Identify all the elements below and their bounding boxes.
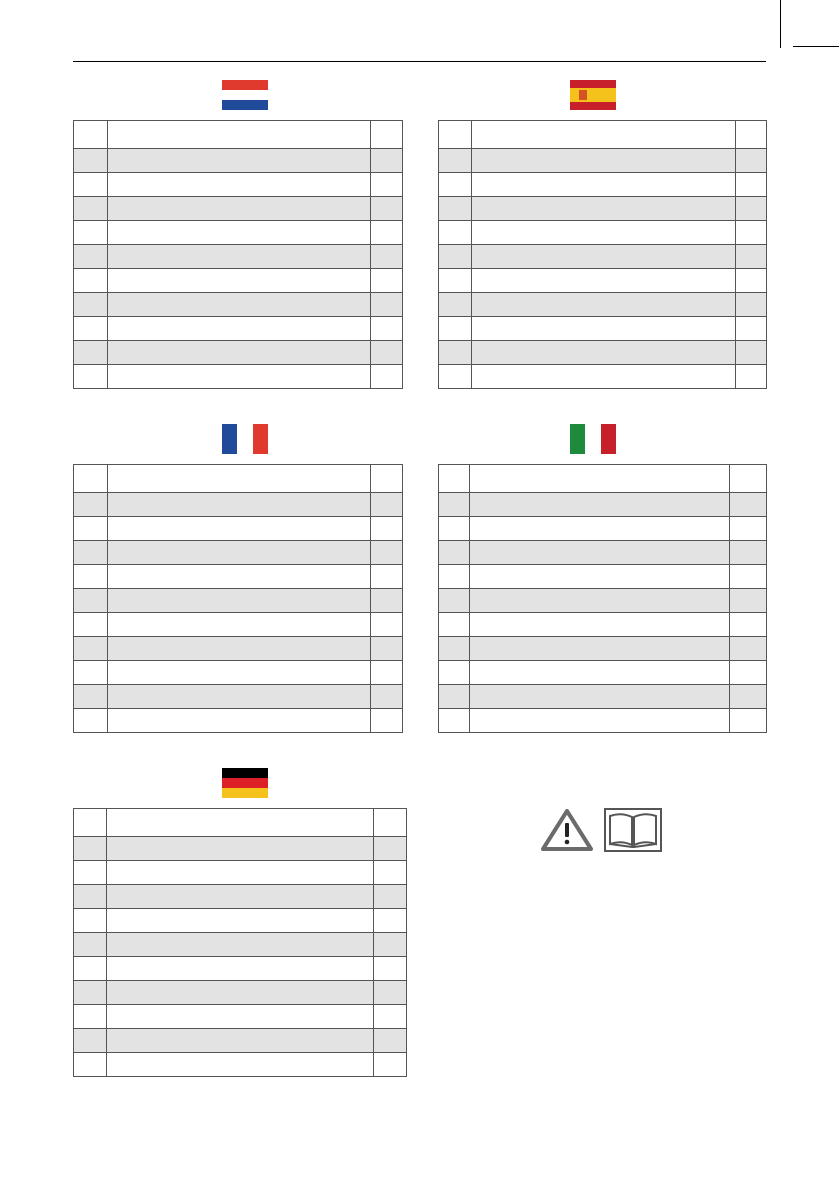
table-row xyxy=(74,465,403,493)
table-row xyxy=(439,541,767,565)
quantity-cell xyxy=(730,565,767,589)
number-cell xyxy=(74,121,108,149)
quantity-cell xyxy=(730,709,767,733)
number-cell xyxy=(439,637,470,661)
quantity-cell xyxy=(374,861,407,885)
number-cell xyxy=(439,685,470,709)
flag-italy-icon xyxy=(570,424,616,454)
quantity-cell xyxy=(371,317,403,341)
parts-table-fr xyxy=(73,464,403,733)
table-row xyxy=(439,221,767,245)
description-cell xyxy=(470,465,730,493)
number-cell xyxy=(74,1029,107,1053)
table-row xyxy=(74,909,407,933)
number-cell xyxy=(74,269,108,293)
quantity-cell xyxy=(736,293,767,317)
number-cell xyxy=(74,613,108,637)
quantity-cell xyxy=(374,981,407,1005)
quantity-cell xyxy=(374,1029,407,1053)
table-row xyxy=(439,365,767,389)
table-row xyxy=(74,221,403,245)
description-cell xyxy=(472,365,736,389)
table-row xyxy=(439,465,767,493)
quantity-cell xyxy=(374,957,407,981)
description-cell xyxy=(472,317,736,341)
number-cell xyxy=(74,517,108,541)
number-cell xyxy=(74,885,107,909)
number-cell xyxy=(74,981,107,1005)
number-cell xyxy=(74,837,107,861)
quantity-cell xyxy=(371,293,403,317)
description-cell xyxy=(108,245,371,269)
table-row xyxy=(74,957,407,981)
table-row xyxy=(74,1029,407,1053)
description-cell xyxy=(470,613,730,637)
quantity-cell xyxy=(374,809,407,837)
table-row xyxy=(74,341,403,365)
quantity-cell xyxy=(374,885,407,909)
description-cell xyxy=(470,637,730,661)
description-cell xyxy=(108,341,371,365)
number-cell xyxy=(74,685,108,709)
number-cell xyxy=(439,709,470,733)
quantity-cell xyxy=(371,221,403,245)
table-row xyxy=(74,493,403,517)
quantity-cell xyxy=(371,613,403,637)
quantity-cell xyxy=(374,1053,407,1077)
number-cell xyxy=(439,517,470,541)
number-cell xyxy=(74,341,108,365)
quantity-cell xyxy=(736,245,767,269)
flag-netherlands-icon xyxy=(222,80,268,110)
description-cell xyxy=(470,493,730,517)
quantity-cell xyxy=(374,837,407,861)
description-cell xyxy=(472,121,736,149)
description-cell xyxy=(108,197,371,221)
table-row xyxy=(439,589,767,613)
table-row xyxy=(74,197,403,221)
crop-mark-horizontal xyxy=(793,46,839,47)
quantity-cell xyxy=(371,709,403,733)
table-row xyxy=(74,565,403,589)
table-row xyxy=(74,933,407,957)
table-row xyxy=(74,809,407,837)
flag-france-icon xyxy=(222,424,268,454)
table-row xyxy=(74,837,407,861)
quantity-cell xyxy=(371,197,403,221)
table-row xyxy=(74,981,407,1005)
description-cell xyxy=(108,149,371,173)
quantity-cell xyxy=(374,909,407,933)
table-row xyxy=(74,885,407,909)
table-row xyxy=(74,613,403,637)
number-cell xyxy=(74,565,108,589)
number-cell xyxy=(74,245,108,269)
quantity-cell xyxy=(730,613,767,637)
description-cell xyxy=(470,541,730,565)
table-row xyxy=(74,173,403,197)
number-cell xyxy=(74,809,107,837)
number-cell xyxy=(74,197,108,221)
table-row xyxy=(74,365,403,389)
table-row xyxy=(439,613,767,637)
description-cell xyxy=(108,541,371,565)
number-cell xyxy=(439,613,470,637)
number-cell xyxy=(439,661,470,685)
number-cell xyxy=(74,933,107,957)
read-manual-book-icon xyxy=(604,808,662,857)
table-row xyxy=(74,1053,407,1077)
description-cell xyxy=(108,221,371,245)
number-cell xyxy=(74,317,108,341)
table-row xyxy=(439,173,767,197)
description-cell xyxy=(107,885,374,909)
table-row xyxy=(439,565,767,589)
number-cell xyxy=(439,149,472,173)
number-cell xyxy=(439,541,470,565)
quantity-cell xyxy=(736,269,767,293)
table-row xyxy=(439,197,767,221)
description-cell xyxy=(470,709,730,733)
number-cell xyxy=(74,637,108,661)
quantity-cell xyxy=(730,465,767,493)
number-cell xyxy=(439,317,472,341)
table-row xyxy=(439,493,767,517)
number-cell xyxy=(74,709,108,733)
table-row xyxy=(74,293,403,317)
quantity-cell xyxy=(736,149,767,173)
quantity-cell xyxy=(374,933,407,957)
table-row xyxy=(439,341,767,365)
number-cell xyxy=(439,493,470,517)
description-cell xyxy=(108,637,371,661)
number-cell xyxy=(74,957,107,981)
table-row xyxy=(439,317,767,341)
quantity-cell xyxy=(736,317,767,341)
quantity-cell xyxy=(371,517,403,541)
number-cell xyxy=(439,293,472,317)
description-cell xyxy=(108,269,371,293)
quantity-cell xyxy=(730,493,767,517)
description-cell xyxy=(470,565,730,589)
number-cell xyxy=(439,565,470,589)
table-row xyxy=(74,861,407,885)
quantity-cell xyxy=(730,685,767,709)
number-cell xyxy=(74,1053,107,1077)
description-cell xyxy=(107,861,374,885)
flag-spain-icon xyxy=(570,80,616,110)
description-cell xyxy=(108,365,371,389)
quantity-cell xyxy=(371,245,403,269)
description-cell xyxy=(472,341,736,365)
table-row xyxy=(439,293,767,317)
number-cell xyxy=(74,293,108,317)
description-cell xyxy=(108,685,371,709)
number-cell xyxy=(439,121,472,149)
description-cell xyxy=(472,293,736,317)
table-row xyxy=(74,317,403,341)
description-cell xyxy=(108,465,371,493)
description-cell xyxy=(108,121,371,149)
quantity-cell xyxy=(371,589,403,613)
number-cell xyxy=(74,493,108,517)
parts-table-es xyxy=(438,120,767,389)
description-cell xyxy=(470,589,730,613)
quantity-cell xyxy=(736,121,767,149)
number-cell xyxy=(439,245,472,269)
table-row xyxy=(439,121,767,149)
quantity-cell xyxy=(371,121,403,149)
table-row xyxy=(439,245,767,269)
header-rule xyxy=(73,61,766,62)
description-cell xyxy=(472,269,736,293)
number-cell xyxy=(74,661,108,685)
quantity-cell xyxy=(371,541,403,565)
number-cell xyxy=(439,269,472,293)
description-cell xyxy=(108,709,371,733)
quantity-cell xyxy=(371,173,403,197)
number-cell xyxy=(74,173,108,197)
number-cell xyxy=(74,1005,107,1029)
table-row xyxy=(74,517,403,541)
table-row xyxy=(439,661,767,685)
description-cell xyxy=(107,1029,374,1053)
description-cell xyxy=(472,197,736,221)
description-cell xyxy=(107,1053,374,1077)
quantity-cell xyxy=(371,493,403,517)
description-cell xyxy=(472,221,736,245)
description-cell xyxy=(108,565,371,589)
number-cell xyxy=(439,365,472,389)
number-cell xyxy=(439,221,472,245)
quantity-cell xyxy=(736,365,767,389)
number-cell xyxy=(439,173,472,197)
table-row xyxy=(439,269,767,293)
table-row xyxy=(74,269,403,293)
quantity-cell xyxy=(730,589,767,613)
description-cell xyxy=(108,589,371,613)
quantity-cell xyxy=(730,637,767,661)
description-cell xyxy=(470,661,730,685)
table-row xyxy=(74,541,403,565)
description-cell xyxy=(472,149,736,173)
parts-table-de xyxy=(73,808,407,1077)
table-row xyxy=(74,637,403,661)
description-cell xyxy=(107,981,374,1005)
number-cell xyxy=(439,465,470,493)
description-cell xyxy=(108,613,371,637)
quantity-cell xyxy=(371,565,403,589)
description-cell xyxy=(108,493,371,517)
quantity-cell xyxy=(374,1005,407,1029)
table-row xyxy=(74,149,403,173)
quantity-cell xyxy=(730,661,767,685)
quantity-cell xyxy=(736,173,767,197)
quantity-cell xyxy=(736,197,767,221)
description-cell xyxy=(470,685,730,709)
table-row xyxy=(74,589,403,613)
description-cell xyxy=(472,173,736,197)
table-row xyxy=(74,121,403,149)
table-row xyxy=(439,517,767,541)
number-cell xyxy=(74,221,108,245)
description-cell xyxy=(108,661,371,685)
number-cell xyxy=(74,541,108,565)
crop-mark-vertical xyxy=(780,0,781,48)
warning-triangle-icon xyxy=(540,808,594,857)
table-row xyxy=(74,661,403,685)
description-cell xyxy=(107,957,374,981)
table-row xyxy=(439,709,767,733)
description-cell xyxy=(108,317,371,341)
description-cell xyxy=(107,1005,374,1029)
description-cell xyxy=(107,909,374,933)
quantity-cell xyxy=(371,465,403,493)
number-cell xyxy=(74,909,107,933)
description-cell xyxy=(472,245,736,269)
number-cell xyxy=(439,197,472,221)
quantity-cell xyxy=(371,661,403,685)
table-row xyxy=(74,685,403,709)
description-cell xyxy=(108,293,371,317)
table-row xyxy=(439,637,767,661)
description-cell xyxy=(470,517,730,541)
quantity-cell xyxy=(371,269,403,293)
description-cell xyxy=(108,517,371,541)
quantity-cell xyxy=(371,341,403,365)
number-cell xyxy=(74,365,108,389)
flag-germany-icon xyxy=(222,768,268,798)
quantity-cell xyxy=(371,365,403,389)
description-cell xyxy=(107,809,374,837)
number-cell xyxy=(74,149,108,173)
quantity-cell xyxy=(371,149,403,173)
description-cell xyxy=(107,837,374,861)
table-row xyxy=(74,1005,407,1029)
number-cell xyxy=(74,465,108,493)
description-cell xyxy=(107,933,374,957)
quantity-cell xyxy=(736,221,767,245)
number-cell xyxy=(74,861,107,885)
number-cell xyxy=(74,589,108,613)
quantity-cell xyxy=(736,341,767,365)
number-cell xyxy=(439,341,472,365)
number-cell xyxy=(439,589,470,613)
quantity-cell xyxy=(371,685,403,709)
table-row xyxy=(74,245,403,269)
parts-table-it xyxy=(438,464,767,733)
parts-table-nl xyxy=(73,120,403,389)
table-row xyxy=(439,685,767,709)
table-row xyxy=(74,709,403,733)
description-cell xyxy=(108,173,371,197)
quantity-cell xyxy=(730,541,767,565)
quantity-cell xyxy=(730,517,767,541)
table-row xyxy=(439,149,767,173)
quantity-cell xyxy=(371,637,403,661)
